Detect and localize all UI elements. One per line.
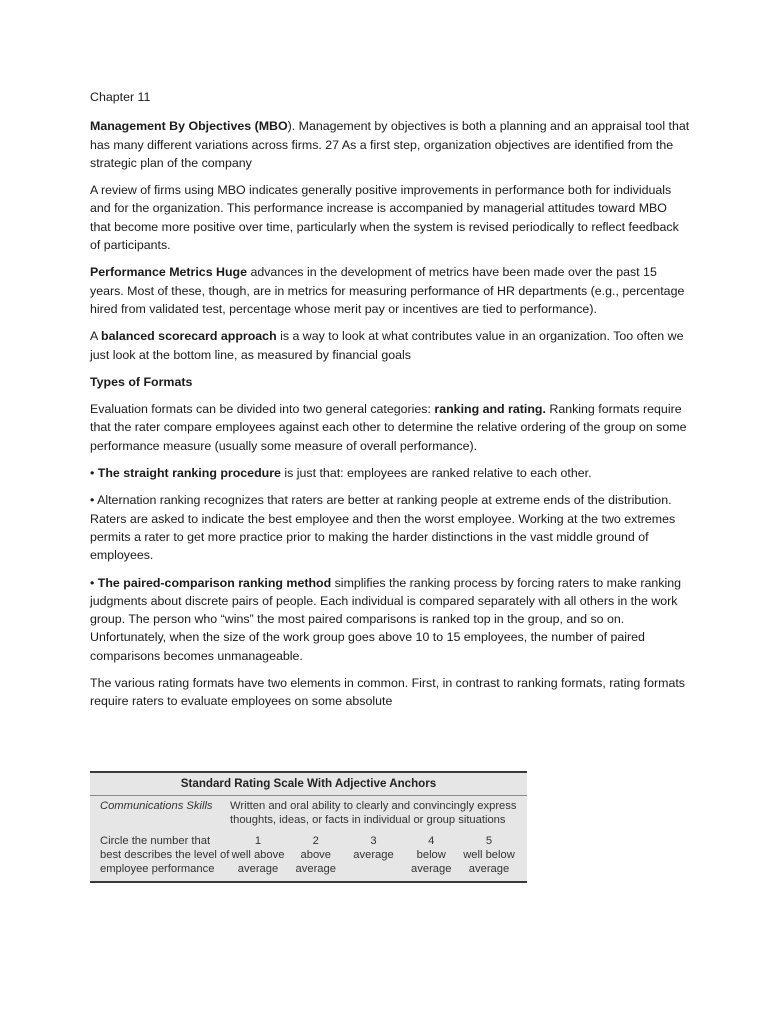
scorecard-text: is a way to look at what contributes value in an organization. Too often we just look at the bottom line, as measured by financial goals [90, 329, 684, 362]
skill-description: Written and oral ability to clearly and convincingly express thoughts, ideas, or facts in individual or group situations [230, 800, 517, 827]
formats-prefix: Evaluation formats can be divided into two general categories: [90, 402, 435, 417]
scorecard-heading: balanced scorecard approach [101, 329, 277, 344]
formats-heading: ranking and rating. [434, 402, 546, 417]
scale-row [90, 831, 527, 882]
scale-point-2 [288, 834, 344, 877]
metrics-heading: Performance Metrics Huge [90, 265, 248, 280]
table-title: Standard Rating Scale With Adjective Anchors [90, 773, 527, 796]
scale-number: 5 [485, 834, 493, 847]
formats-text: Ranking formats require that the rater compare employees against each other to determine the relative ordering of the group on some performance measure (usually some measure of overall performance). [90, 402, 687, 453]
paired-text: simplifies the ranking process by forcing raters to make ranking judgments about discrete pairs of people. Each individual is compared separately with all others in the work group. The person who “wins” the most paired comparisons is ranked top in the group, and so on. Unfortunately, when the size of the work group goes above 10 to 15 employees, the number of paired comparisons becomes unmanageable. [90, 575, 682, 663]
metrics-text: advances in the development of metrics have been made over the past 15 years. Most of these, though, are in metrics for measuring performance of HR departments (e.g., percentage hired from validated test, percentage whose merit pay or incentives are tied to performance). [90, 265, 685, 316]
formats-paragraph [90, 400, 690, 455]
scale-point-5 [461, 834, 517, 877]
skill-row [90, 796, 527, 830]
straight-prefix: • [90, 466, 98, 481]
rating-paragraph: The various rating formats have two elements in common. First, in contrast to ranking formats, rating formats require raters to evaluate employees on some absolute [90, 676, 685, 709]
skill-name: Communications Skills [100, 800, 213, 813]
paired-heading: The paired-comparison ranking method [97, 575, 332, 590]
mbo-text: ). Management by objectives is both a planning and an appraisal tool that has many different variations across firms. 27 As a first step, organization objectives are identified from the strategic plan of the company [90, 119, 690, 170]
scale-label: above average [295, 848, 336, 876]
scale-label: well below average [463, 848, 515, 876]
scale-label: below average [411, 848, 452, 876]
scale-label: well above average [231, 848, 285, 876]
scale-number: 2 [312, 834, 319, 847]
metrics-paragraph [90, 263, 690, 318]
scorecard-paragraph [90, 327, 690, 364]
scale-number: 1 [254, 834, 262, 847]
straight-text: is just that: employees are ranked relative to each other. [280, 466, 592, 481]
straight-heading: The straight ranking procedure [97, 466, 281, 481]
scale-number: 3 [370, 834, 377, 847]
scale-point-4 [403, 834, 459, 877]
straight-ranking-paragraph [90, 464, 690, 482]
scorecard-prefix: A [90, 329, 102, 344]
paired-comparison-paragraph [90, 574, 690, 665]
paired-prefix: • [90, 575, 98, 590]
chapter-title: Chapter 11 [90, 90, 151, 104]
scale-point-1 [230, 834, 286, 877]
mbo-paragraph [90, 117, 690, 172]
scale-label: average [353, 848, 394, 861]
alternation-paragraph: • Alternation ranking recognizes that raters are better at ranking people at extreme ends of the distribution. Raters are asked to indicate the best employee and then the worst employee. Working at the two extremes permits a rater to get more practice prior to making the harder distinctions in the vast middle ground of employees. [90, 493, 676, 563]
rating-scale-table [90, 771, 527, 883]
types-heading: Types of Formats [90, 374, 193, 389]
mbo-heading: Management By Objectives (MBO [90, 119, 288, 134]
scale-point-3 [346, 834, 402, 877]
scale-number: 4 [428, 834, 435, 847]
scale-instruction: Circle the number that best describes the level of employee performance [100, 834, 230, 876]
scale-points [230, 834, 517, 877]
review-paragraph: A review of firms using MBO indicates generally positive improvements in performance both for individuals and for the organization. This performance increase is accompanied by managerial attitudes toward MBO that become more positive over time, particularly when the system is revised periodically to reflect feedback of participants. [90, 183, 679, 253]
document-page [90, 88, 690, 720]
